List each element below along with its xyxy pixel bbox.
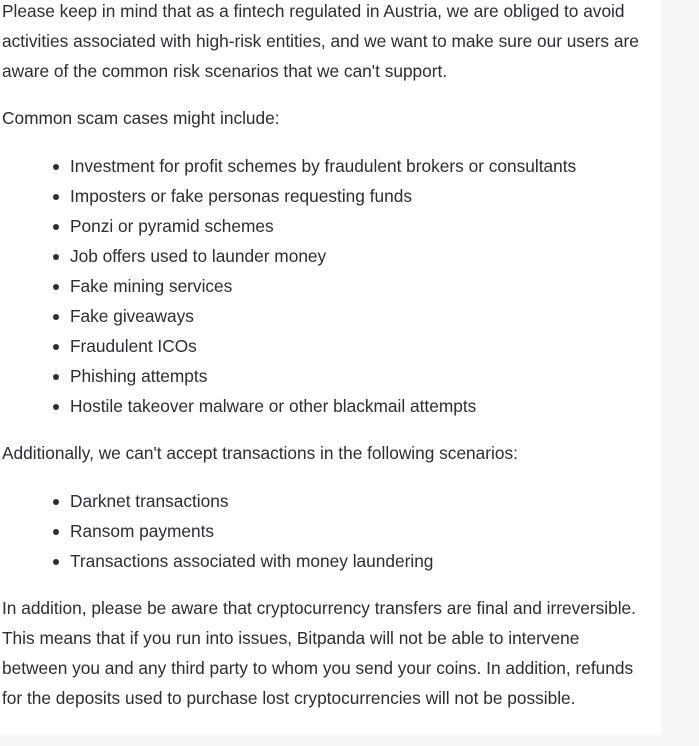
list-item: Investment for profit schemes by fraudulent brokers or consultants [70, 151, 642, 181]
scam-cases-heading: Common scam cases might include: [2, 108, 280, 128]
scam-cases-list [2, 151, 642, 421]
closing-paragraph: In addition, please be aware that cryptocurrency transfers are final and irreversible. This means that if you run into issues, Bitpanda will not be able to intervene between you and any third party to whom you send your coins. In addition, refunds for the deposits used to purchase lost cryptocurrencies will not be possible. [2, 598, 636, 708]
list-item: Phishing attempts [70, 361, 642, 391]
bottom-gutter [0, 734, 699, 746]
list-item: Hostile takeover malware or other blackmail attempts [70, 391, 642, 421]
list-item: Job offers used to launder money [70, 241, 642, 271]
list-item: Fraudulent ICOs [70, 331, 642, 361]
list-item: Fake giveaways [70, 301, 642, 331]
list-item: Transactions associated with money laundering [70, 546, 642, 576]
scenarios-list [2, 486, 642, 576]
side-gutter [661, 0, 699, 746]
intro-paragraph: Please keep in mind that as a fintech regulated in Austria, we are obliged to avoid activities associated with high-risk entities, and we want to make sure our users are aware of the common risk scenarios that we can't support. [2, 1, 639, 81]
scenarios-heading: Additionally, we can't accept transactions in the following scenarios: [2, 443, 518, 463]
list-item: Fake mining services [70, 271, 642, 301]
list-item: Ransom payments [70, 516, 642, 546]
list-item: Darknet transactions [70, 486, 642, 516]
list-item: Ponzi or pyramid schemes [70, 211, 642, 241]
article-content [2, 0, 642, 713]
list-item: Imposters or fake personas requesting funds [70, 181, 642, 211]
